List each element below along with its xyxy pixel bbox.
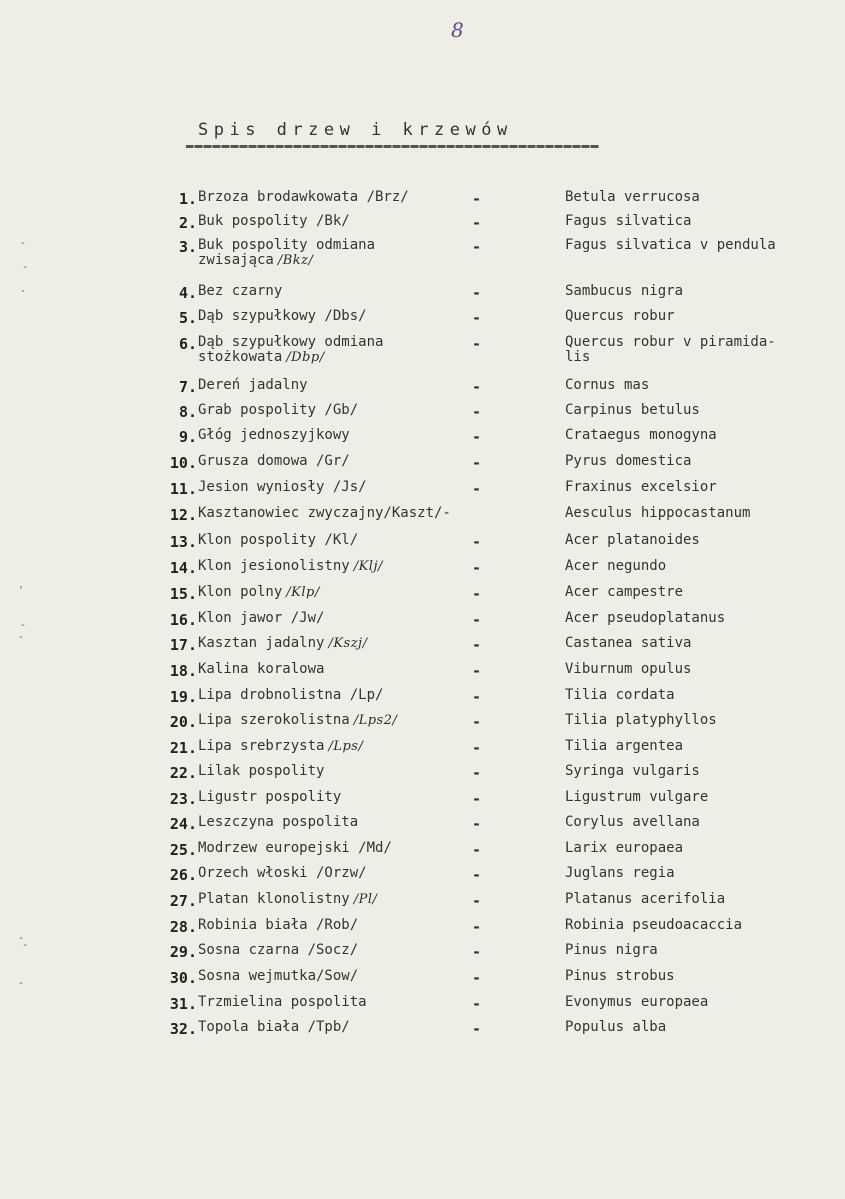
list-item	[0, 428, 845, 454]
separator-dash: -	[472, 790, 482, 808]
handwritten-abbreviation: /Pl/	[353, 892, 378, 907]
list-item	[0, 190, 845, 216]
separator-dash: -	[472, 969, 482, 987]
separator-dash: -	[472, 611, 482, 629]
list-item	[0, 237, 845, 268]
separator-dash: -	[472, 480, 482, 498]
title-underline	[186, 145, 599, 148]
latin-name: Corylus avellana	[565, 814, 700, 830]
separator-dash: -	[472, 454, 482, 472]
polish-name	[198, 403, 488, 418]
item-number: 23.	[169, 790, 197, 808]
polish-name-text: Jesion wyniosły /Js/	[198, 479, 367, 495]
polish-name-text: Sosna czarna /Socz/	[198, 942, 359, 958]
separator-dash: -	[472, 428, 482, 446]
polish-name	[198, 309, 488, 324]
handwritten-abbreviation: /Lps2/	[353, 713, 398, 728]
polish-name	[198, 790, 488, 805]
item-number: 3.	[178, 238, 197, 256]
polish-name-text: Lipa drobnolistna /Lp/	[198, 687, 384, 703]
latin-name: Populus alba	[565, 1019, 667, 1035]
polish-name	[198, 454, 488, 469]
polish-name-text: Buk pospolity odmiana zwisająca	[198, 237, 376, 268]
polish-name-text: Kasztanowiec zwyczajny/Kaszt/-	[198, 505, 451, 521]
margin-mark: -	[20, 238, 27, 249]
list-item	[0, 713, 845, 739]
item-number: 5.	[178, 309, 197, 327]
item-number: 1.	[178, 190, 197, 208]
polish-name	[198, 428, 488, 443]
item-number: 29.	[169, 943, 197, 961]
list-item	[0, 585, 845, 611]
separator-dash: -	[472, 662, 482, 680]
polish-name-text: Głóg jednoszyjkowy	[198, 427, 350, 443]
item-number: 26.	[169, 866, 197, 884]
item-number: 20.	[169, 713, 197, 731]
polish-name	[198, 335, 488, 365]
item-number: 11.	[169, 480, 197, 498]
polish-name	[198, 995, 488, 1010]
latin-name: Carpinus betulus	[565, 402, 700, 418]
list-item	[0, 506, 845, 532]
latin-name: Syringa vulgaris	[565, 763, 700, 779]
list-item	[0, 662, 845, 688]
list-item	[0, 815, 845, 841]
margin-mark: -	[20, 620, 27, 631]
item-number: 24.	[169, 815, 197, 833]
latin-name: Betula verrucosa	[565, 189, 700, 205]
polish-name-text: Klon jawor /Jw/	[198, 610, 325, 626]
list-item	[0, 309, 845, 335]
separator-dash: -	[472, 335, 482, 353]
item-number: 2.	[178, 214, 197, 232]
latin-name: Acer campestre	[565, 584, 684, 600]
latin-name: Acer platanoides	[565, 532, 700, 548]
polish-name-text: Dąb szypułkowy /Dbs/	[198, 308, 367, 324]
polish-name-text: Modrzew europejski /Md/	[198, 840, 392, 856]
polish-name-text: Dereń jadalny	[198, 377, 308, 393]
separator-dash: -	[472, 190, 482, 208]
latin-name: Sambucus nigra	[565, 283, 684, 299]
list-item	[0, 1020, 845, 1046]
polish-name-text: Grab pospolity /Gb/	[198, 402, 359, 418]
separator-dash: -	[472, 559, 482, 577]
list-item	[0, 378, 845, 404]
polish-name	[198, 866, 488, 881]
polish-name-text: Kasztan jadalny	[198, 635, 325, 651]
polish-name	[198, 533, 488, 548]
polish-name-text: Klon pospolity /Kl/	[198, 532, 359, 548]
list-item	[0, 841, 845, 867]
list-item	[0, 739, 845, 765]
latin-name: Fraxinus excelsior	[565, 479, 717, 495]
item-number: 6.	[178, 335, 197, 353]
separator-dash: -	[472, 713, 482, 731]
latin-name: Tilia cordata	[565, 687, 675, 703]
item-number: 16.	[169, 611, 197, 629]
separator-dash: -	[472, 214, 482, 232]
list-item	[0, 943, 845, 969]
polish-name-text: Sosna wejmutka/Sow/	[198, 968, 359, 984]
separator-dash: -	[472, 533, 482, 551]
latin-name: Pinus strobus	[565, 968, 675, 984]
handwritten-abbreviation: /Bkz/	[277, 253, 314, 268]
item-number: 31.	[169, 995, 197, 1013]
item-number: 30.	[169, 969, 197, 987]
polish-name	[198, 841, 488, 856]
polish-name	[198, 815, 488, 830]
polish-name-text: Trzmielina pospolita	[198, 994, 367, 1010]
list-item	[0, 866, 845, 892]
polish-name	[198, 214, 488, 229]
polish-name-text: Lipa szerokolistna	[198, 712, 350, 728]
latin-name: Ligustrum vulgare	[565, 789, 709, 805]
separator-dash: -	[472, 841, 482, 859]
polish-name	[198, 739, 488, 754]
polish-name	[198, 190, 488, 205]
separator-dash: -	[472, 309, 482, 327]
list-item	[0, 636, 845, 662]
polish-name-text: Dąb szypułkowy odmiana stożkowata	[198, 334, 384, 365]
separator-dash: -	[472, 764, 482, 782]
item-number: 19.	[169, 688, 197, 706]
latin-name: Castanea sativa	[565, 635, 692, 651]
item-number: 8.	[178, 403, 197, 421]
list-item	[0, 284, 845, 310]
handwritten-abbreviation: /Kszj/	[328, 636, 368, 651]
item-number: 13.	[169, 533, 197, 551]
handwritten-abbreviation: /Dbp/	[286, 350, 325, 365]
item-number: 27.	[169, 892, 197, 910]
separator-dash: -	[472, 943, 482, 961]
separator-dash: -	[472, 636, 482, 654]
latin-name: Tilia argentea	[565, 738, 684, 754]
separator-dash: -	[472, 688, 482, 706]
list-item	[0, 790, 845, 816]
separator-dash: -	[472, 284, 482, 302]
list-item	[0, 403, 845, 429]
list-item	[0, 918, 845, 944]
polish-name	[198, 378, 488, 393]
polish-name-text: Ligustr pospolity	[198, 789, 342, 805]
margin-mark: -	[18, 978, 25, 989]
item-number: 32.	[169, 1020, 197, 1038]
polish-name	[198, 238, 488, 268]
margin-mark: ·	[20, 286, 27, 297]
separator-dash: -	[472, 739, 482, 757]
separator-dash: -	[472, 238, 482, 256]
polish-name-text: Kalina koralowa	[198, 661, 325, 677]
polish-name	[198, 688, 488, 703]
item-number: 4.	[178, 284, 197, 302]
item-number: 14.	[169, 559, 197, 577]
list-item	[0, 995, 845, 1021]
polish-name-text: Klon polny	[198, 584, 283, 600]
polish-name-text: Platan klonolistny	[198, 891, 350, 907]
item-number: 22.	[169, 764, 197, 782]
polish-name	[198, 662, 488, 677]
margin-mark: -	[22, 940, 29, 951]
item-number: 17.	[169, 636, 197, 654]
page-title: Spis drzew i krzewów	[198, 120, 513, 140]
polish-name	[198, 585, 488, 600]
polish-name	[198, 969, 488, 984]
polish-name-text: Bez czarny	[198, 283, 283, 299]
latin-name: Quercus robur	[565, 308, 675, 324]
latin-name: Acer negundo	[565, 558, 667, 574]
polish-name	[198, 713, 488, 728]
separator-dash: -	[472, 403, 482, 421]
polish-name	[198, 1020, 488, 1035]
polish-name	[198, 943, 488, 958]
latin-name: Robinia pseudoacaccia	[565, 917, 743, 933]
latin-name: Viburnum opulus	[565, 661, 692, 677]
list-item	[0, 611, 845, 637]
latin-name: Juglans regia	[565, 865, 675, 881]
polish-name-text: Orzech włoski /Orzw/	[198, 865, 367, 881]
list-item	[0, 533, 845, 559]
list-item	[0, 892, 845, 918]
separator-dash: -	[472, 815, 482, 833]
item-number: 10.	[169, 454, 197, 472]
polish-name-text: Buk pospolity /Bk/	[198, 213, 350, 229]
handwritten-abbreviation: /Klj/	[353, 559, 383, 574]
latin-name: Cornus mas	[565, 377, 650, 393]
latin-name: Fagus silvatica	[565, 213, 692, 229]
separator-dash: -	[472, 1020, 482, 1038]
item-number: 12.	[169, 506, 197, 524]
separator-dash: -	[472, 378, 482, 396]
latin-name: Tilia platyphyllos	[565, 712, 717, 728]
margin-mark: -	[18, 933, 25, 944]
polish-name	[198, 284, 488, 299]
item-number: 18.	[169, 662, 197, 680]
page-number: 8	[451, 18, 464, 42]
latin-name: Acer pseudoplatanus	[565, 610, 726, 626]
polish-name-text: Leszczyna pospolita	[198, 814, 359, 830]
latin-name: Fagus silvatica v pendula	[565, 237, 776, 253]
latin-name: Pinus nigra	[565, 942, 658, 958]
polish-name	[198, 636, 488, 651]
latin-name: Crataegus monogyna	[565, 427, 717, 443]
list-item	[0, 559, 845, 585]
list-item	[0, 480, 845, 506]
polish-name	[198, 611, 488, 626]
separator-dash: -	[472, 918, 482, 936]
margin-mark: -	[18, 632, 25, 643]
polish-name-text: Grusza domowa /Gr/	[198, 453, 350, 469]
latin-name: Pyrus domestica	[565, 453, 692, 469]
latin-name: Aesculus hippocastanum	[565, 505, 751, 521]
latin-name: Quercus robur v piramida- lis	[565, 334, 776, 365]
handwritten-abbreviation: /Lps/	[328, 739, 364, 754]
latin-name: Larix europaea	[565, 840, 684, 856]
item-number: 15.	[169, 585, 197, 603]
separator-dash: -	[472, 892, 482, 910]
latin-name: Platanus acerifolia	[565, 891, 726, 907]
polish-name	[198, 480, 488, 495]
item-number: 9.	[178, 428, 197, 446]
list-item	[0, 454, 845, 480]
polish-name	[198, 559, 488, 574]
list-item	[0, 764, 845, 790]
polish-name-text: Brzoza brodawkowata /Brz/	[198, 189, 409, 205]
list-item	[0, 969, 845, 995]
polish-name-text: Lilak pospolity	[198, 763, 325, 779]
polish-name	[198, 764, 488, 779]
item-number: 21.	[169, 739, 197, 757]
polish-name-text: Klon jesionolistny	[198, 558, 350, 574]
polish-name-text: Topola biała /Tpb/	[198, 1019, 350, 1035]
item-number: 28.	[169, 918, 197, 936]
separator-dash: -	[472, 866, 482, 884]
list-item	[0, 688, 845, 714]
polish-name	[198, 892, 488, 907]
polish-name-text: Robinia biała /Rob/	[198, 917, 359, 933]
polish-name-text: Lipa srebrzysta	[198, 738, 325, 754]
item-number: 7.	[178, 378, 197, 396]
margin-mark: '	[18, 585, 25, 596]
margin-mark: -	[22, 262, 29, 273]
item-number: 25.	[169, 841, 197, 859]
polish-name	[198, 918, 488, 933]
separator-dash: -	[472, 585, 482, 603]
polish-name	[198, 506, 488, 521]
list-item	[0, 334, 845, 365]
handwritten-abbreviation: /Klp/	[286, 585, 320, 600]
separator-dash: -	[472, 995, 482, 1013]
latin-name: Evonymus europaea	[565, 994, 709, 1010]
